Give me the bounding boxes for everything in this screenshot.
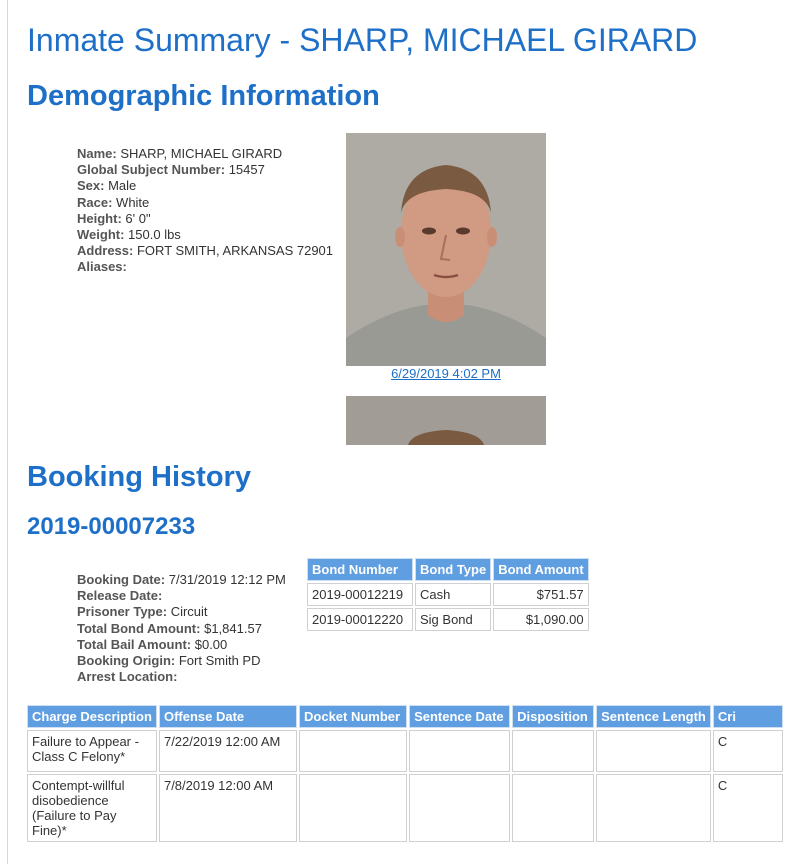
sentence-length-cell [596,730,711,772]
arrest-location-label: Arrest Location: [77,669,178,685]
booking-number: 2019-00007233 [27,513,196,540]
docket-number-cell [299,730,407,772]
demographic-heading: Demographic Information [27,80,380,112]
height-label: Height: [77,210,122,226]
mugshot-date-link[interactable]: 6/29/2019 4:02 PM [391,366,501,381]
offense-date-cell: 7/8/2019 12:00 AM [159,774,297,842]
booking-date-label: Booking Date: [77,572,166,587]
docket-number-header[interactable]: Docket Number [299,705,407,728]
bond-amount-cell: $751.57 [493,583,588,606]
release-date-label: Release Date: [77,588,163,604]
total-bond-amount-value: $1,841.57 [204,620,262,636]
sex-value: Male [108,178,137,194]
crime-class-cell: C [713,730,783,772]
demographic-info [77,146,333,276]
aliases-label: Aliases: [77,259,127,275]
charge-row [27,730,783,772]
global-subject-number-row [77,162,333,178]
prisoner-type-label: Prisoner Type: [77,604,168,620]
booking-history-heading: Booking History [27,461,251,493]
aliases-row [77,259,333,275]
disposition-cell [512,730,594,772]
total-bond-amount-label: Total Bond Amount: [77,620,201,636]
offense-date-header[interactable]: Offense Date [159,705,297,728]
booking-info [77,572,286,685]
booking-date-row [77,572,286,588]
charge-row [27,774,783,842]
weight-row [77,227,333,243]
bond-table [305,556,591,633]
sex-row [77,178,333,194]
prisoner-type-value: Circuit [170,604,208,620]
sentence-date-cell [409,730,510,772]
total-bail-amount-label: Total Bail Amount: [77,636,192,652]
weight-value: 150.0 lbs [128,227,181,243]
mugshot-photo-partial[interactable] [346,396,546,445]
booking-origin-row [77,653,286,669]
sex-label: Sex: [77,178,105,194]
booking-date-value: 7/31/2019 12:12 PM [168,572,286,587]
sentence-length-cell [596,774,711,842]
crime-class-cell: C [713,774,783,842]
page-title: Inmate Summary - SHARP, MICHAEL GIRARD [27,22,698,58]
booking-origin-value: Fort Smith PD [178,653,261,669]
bond-amount-cell: $1,090.00 [493,608,588,631]
bond-table-header [307,558,589,581]
address-row [77,243,333,259]
global-subject-number-label: Global Subject Number: [77,162,226,178]
bond-number-cell: 2019-00012220 [307,608,413,631]
total-bail-amount-value: $0.00 [194,636,228,652]
height-value: 6' 0" [125,210,151,226]
mugshot-photo-icon [346,133,546,366]
address-label: Address: [77,243,134,259]
release-date-row [77,588,286,604]
race-row [77,195,333,211]
address-value: FORT SMITH, ARKANSAS 72901 [136,243,334,259]
charge-table-header [27,705,783,728]
race-value: White [116,194,150,210]
sentence-date-header[interactable]: Sentence Date [409,705,510,728]
global-subject-number-value: 15457 [228,162,265,178]
sentence-date-cell [409,774,510,842]
disposition-header[interactable]: Disposition [512,705,594,728]
total-bond-amount-row [77,621,286,637]
bond-type-cell: Cash [415,583,491,606]
charge-description-header[interactable]: Charge Description [27,705,157,728]
name-row [77,146,333,162]
bond-type-cell: Sig Bond [415,608,491,631]
total-bail-amount-row [77,637,286,653]
weight-label: Weight: [77,227,125,243]
charge-description-cell: Failure to Appear - Class C Felony* [27,730,157,772]
mugshot-photo[interactable] [346,133,546,366]
bond-row [307,608,589,631]
crime-class-header[interactable]: Cri [713,705,783,728]
sentence-length-header[interactable]: Sentence Length [596,705,711,728]
charge-description-cell: Contempt-willful disobedience (Failure to Pay Fine)* [27,774,157,842]
charge-table [25,703,785,844]
height-row [77,211,333,227]
bond-number-header[interactable]: Bond Number [307,558,413,581]
arrest-location-row [77,669,286,685]
mugshot-photo-partial-icon [346,396,546,445]
disposition-cell [512,774,594,842]
bond-row [307,583,589,606]
docket-number-cell [299,774,407,842]
booking-origin-label: Booking Origin: [77,653,176,669]
prisoner-type-row [77,604,286,620]
bond-type-header[interactable]: Bond Type [415,558,491,581]
name-value: SHARP, MICHAEL GIRARD [120,146,283,161]
offense-date-cell: 7/22/2019 12:00 AM [159,730,297,772]
name-label: Name: [77,146,117,161]
bond-amount-header[interactable]: Bond Amount [493,558,588,581]
left-border [7,0,8,864]
bond-number-cell: 2019-00012219 [307,583,413,606]
race-label: Race: [77,194,113,210]
charge-table-container[interactable] [25,703,736,844]
